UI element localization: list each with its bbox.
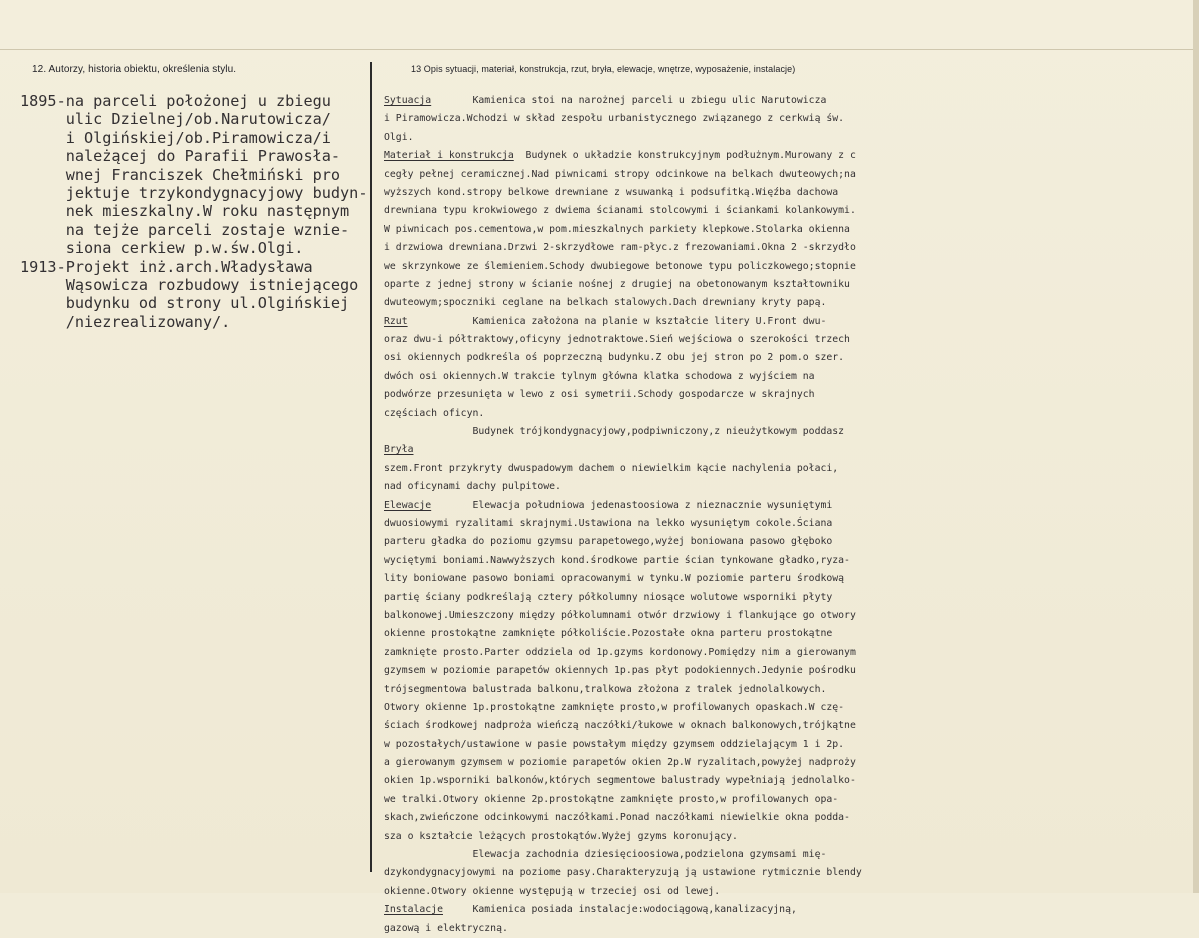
history-line: jektuje trzykondygnacyjowy budyn- [20,183,368,202]
description-text: Olgi. [384,131,414,143]
description-line [384,294,1199,312]
description-line [384,478,1199,496]
description-text: osi okiennych podkreśla oś poprzeczną budynku.Z obu jej stron po 2 pom.o szer. [384,352,845,364]
description-text: w pozostałych/ustawione w pasie powstałym między gzymsem oddzielającym 1 i 2p. [384,738,845,750]
description-text: dwuteowym;spoczniki ceglane na belkach stalowych.Dach drewniany kryty papą. [384,297,827,309]
description-line [384,791,1199,809]
description-text: trójsegmentowa balustrada balkonu,tralkowa złożona z tralek jednolalkowych. [384,683,827,695]
description-text: we tralki.Otwory okienne 2p.prostokątne zamknięte prosto,w profilowanych opa- [384,793,839,805]
description-text: okienne.Otwory okienne występują w trzeciej osi od lewej. [384,885,721,897]
description-line [384,864,1199,882]
description-line [384,166,1199,184]
description-text: wyciętymi boniami.Nawwyższych kond.środkowe partie ścian tynkowane gładko,ryza- [384,554,850,566]
description-line [384,828,1199,846]
description-text: dwóch osi okiennych.W trakcie tylnym główna klatka schodowa z wyjściem na [384,370,815,382]
description-line [384,607,1199,625]
description-text: Kamienica założona na planie w kształcie litery U.Front dwu- [407,315,827,327]
description-line [384,901,1199,919]
history-line: budynku od strony ul.Olgińskiej [20,294,350,313]
description-line [384,349,1199,367]
history-column [20,92,370,331]
description-line [384,202,1199,220]
description-text: i Piramowicza.Wchodzi w skład zespołu urbanistycznego związanego z cerkwią św. [384,113,845,125]
description-text: Otwory okienne 1p.prostokątne zamknięte prosto,w profilowanych opaskach.W czę- [384,701,845,713]
description-line [384,92,1199,110]
description-line [384,184,1199,202]
description-text: balkonowej.Umieszczony między półkolumnami otwór drzwiowy i flankujące go otwory [384,609,856,621]
description-line [384,129,1199,147]
description-text: Elewacja zachodnia dziesięcioosiowa,podzielona gzymsami mię- [384,849,827,861]
description-line [384,405,1199,423]
description-text: nad oficynami dachy pulpitowe. [384,481,561,493]
description-line [384,644,1199,662]
description-line [384,625,1199,643]
description-line [384,147,1199,165]
description-line [384,681,1199,699]
description-line [384,846,1199,864]
description-line [384,423,1199,441]
description-line [384,221,1199,239]
description-text: partię ściany podkreślają cztery półkolumny niosące wolutowe wsporniki płyty [384,591,833,603]
description-text: Kamienica stoi na narożnej parceli u zbiegu ulic Narutowicza [431,95,827,106]
description-text: gazową i elektryczną. [384,922,508,934]
description-text: cegły pełnej ceramicznej.Nad piwnicami stropy odcinkowe na belkach dwuteowych;na [384,168,856,180]
history-line: Wąsowicza rozbudowy istniejącego [20,275,359,294]
description-line [384,497,1199,515]
section-heading: Materiał i konstrukcja [384,150,514,162]
description-line [384,110,1199,128]
description-line [384,533,1199,551]
description-text: skach,zwieńczone odcinkowymi naczółkami.Ponad naczółkami niewielkie okna podda- [384,812,850,824]
description-line [384,736,1199,754]
history-line: nek mieszkalny.W roku następnym [20,202,350,221]
description-text: zamknięte prosto.Parter oddziela od 1p.gzyms kordonowy.Pomiędzy nim a gierowanym [384,646,856,658]
section-heading: Instalacje [384,904,443,916]
description-text: sza o kształcie leżących prostokątów.Wyżej gzyms koronujący. [384,830,738,842]
description-line [384,883,1199,901]
description-line [384,699,1199,717]
top-fold-line [0,49,1199,50]
description-text: W piwnicach pos.cementowa,w pom.mieszkalnych parkiety klepkowe.Stolarka okienna [384,223,850,235]
description-text: Budynek trójkondygnacyjowy,podpiwniczony,z nieużytkowym poddasz [384,426,845,438]
description-line [384,662,1199,680]
history-line: należącej do Parafii Prawosła- [20,147,341,166]
description-text: Kamienica posiada instalacje:wodociągową,kanalizacyjną, [442,904,797,916]
history-line: 1913-Projekt inż.arch.Władysława [20,257,313,276]
history-line: 1895-na parceli położonej u zbiegu [20,92,331,110]
description-text: Budynek o układzie konstrukcyjnym podłużnym.Murowany z c [513,150,856,162]
description-text: i drzwiowa drewniana.Drzwi 2-skrzydłowe ram-płyc.z frezowaniami.Okna 2 -skrzydło [384,242,856,254]
description-text: dwuosiowymi ryzalitami skrajnymi.Ustawiona na lekko wysuniętym cokole.Ściana [384,517,833,529]
description-line [384,515,1199,533]
description-text: podwórze przesunięta w lewo z osi symetrii.Schody gospodarcze w skrajnych [384,389,815,401]
description-text: ściach środkowej nadproża wieńczą naczółki/łukowe w oknach balkonowych,trójkątne [384,720,856,732]
description-line [384,258,1199,276]
column-divider [370,62,372,872]
section-heading: Sytuacja [384,95,432,106]
description-line [384,386,1199,404]
description-text: okien 1p.wsporniki balkonów,których segmentowe balustrady wypełniają jednolalko- [384,775,856,787]
description-text: gzymsem w poziomie parapetów okiennych 1p.pas płyt podokiennych.Jedynie pośrodku [384,665,856,677]
description-line [384,754,1199,772]
description-text: częściach oficyn. [384,407,485,419]
description-text: szem.Front przykryty dwuspadowym dachem o niewielkim kącie nachylenia połaci, [384,462,839,474]
description-column [384,92,1199,938]
description-line [384,276,1199,294]
description-text: oparte z jednej strony w ścianie nośnej z drugiej na obetonowanym kształtowniku [384,278,850,290]
description-text: lity boniowane pasowo boniami opracowanymi w tynku.W poziomie parteru środkową [384,573,845,585]
history-line: na tejże parceli zostaje wznie- [20,220,350,239]
description-line [384,552,1199,570]
description-line [384,313,1199,331]
section-heading: Bryła [384,444,414,456]
description-line [384,809,1199,827]
description-text: dzykondygnacyjowymi na poziome pasy.Charakteryzują ją ustawione rytmicznie blendy [384,867,862,879]
description-line [384,717,1199,735]
description-line [384,920,1199,938]
description-line [384,239,1199,257]
description-line [384,589,1199,607]
history-line: wnej Franciszek Chełmiński pro [20,165,341,184]
section-heading: Elewacje [384,499,432,511]
description-line [384,331,1199,349]
description-text: okienne prostokątne zamknięte półkoliście.Pozostałe okna parteru prostokątne [384,628,833,640]
history-line: siona cerkiew p.w.św.Olgi. [20,239,304,258]
description-text: Elewacja południowa jedenastoosiowa z nieznacznie wysuniętymi [431,499,833,511]
description-line [384,772,1199,790]
header-left: 12. Autorzy, historia obiektu, określenia stylu. [32,64,237,75]
description-text: we skrzynkowe ze ślemieniem.Schody dwubiegowe betonowe typu policzkowego;stopnie [384,260,856,272]
header-right: 13 Opis sytuacji, materiał, konstrukcja, rzut, bryła, elewacje, wnętrze, wyposażenie, instalacje) [411,64,796,74]
history-line: i Olgińskiej/ob.Piramowicza/i [20,128,331,147]
description-text: oraz dwu-i półtraktowy,oficyny jednotraktowe.Sień wejściowa o szerokości trzech [384,334,850,346]
description-line [384,368,1199,386]
description-text: parteru gładka do poziomu gzymsu parapetowego,wyżej boniowana pasowo głęboko [384,536,833,548]
description-line [384,441,1199,459]
history-line: ulic Dzielnej/ob.Narutowicza/ [20,110,331,129]
description-text: a gierowanym gzymsem w poziomie parapetów okien 2p.W ryzalitach,powyżej nadproży [384,757,856,769]
description-line [384,570,1199,588]
description-line [384,460,1199,478]
description-text: wyższych kond.stropy belkowe drewniane z wsuwanką i podsufitką.Więźba dachowa [384,186,839,198]
history-line: /niezrealizowany/. [20,312,231,331]
description-text: drewniana typu krokwiowego z dwiema ścianami stolcowymi i ściankami kolankowymi. [384,205,856,217]
section-heading: Rzut [384,315,408,327]
